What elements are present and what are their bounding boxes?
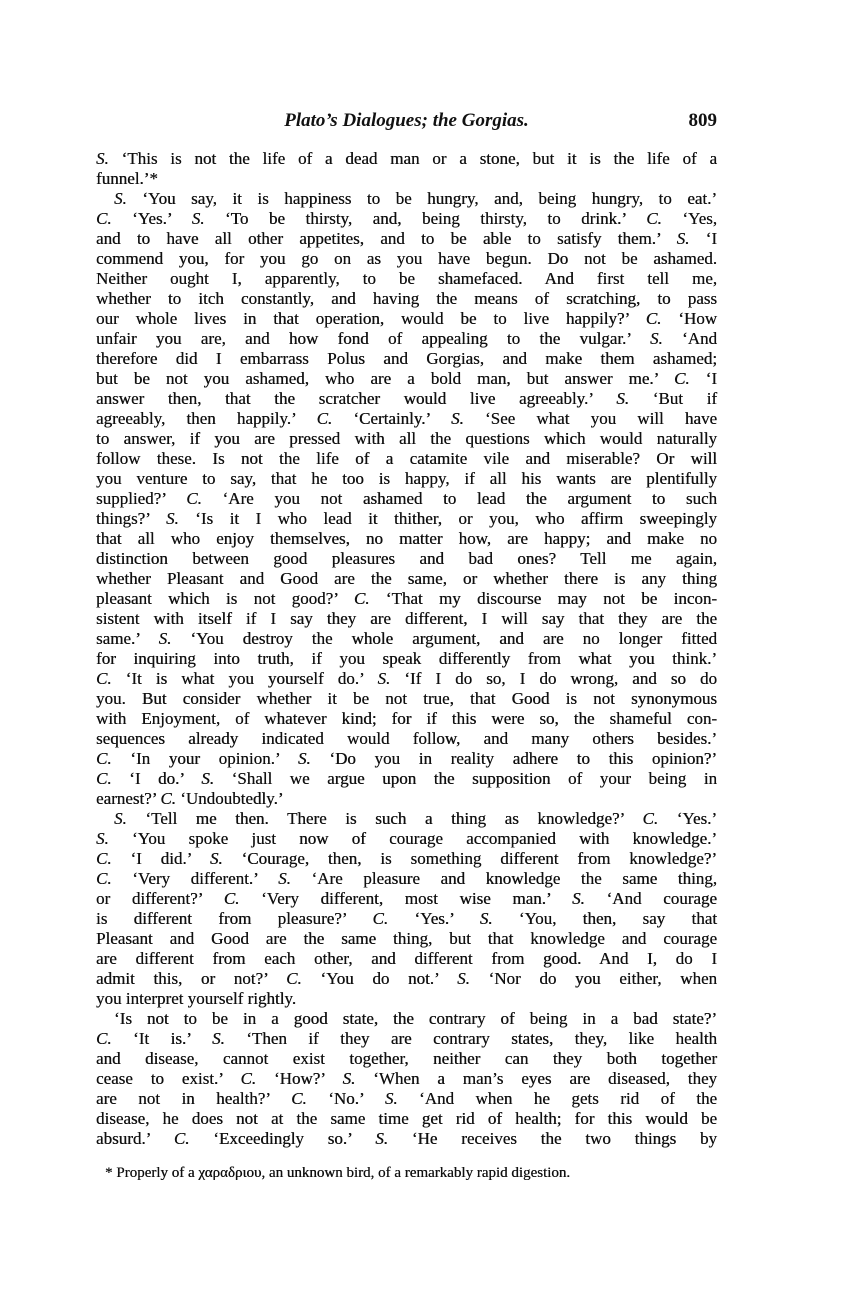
speaker-marker: C.	[96, 209, 112, 228]
speaker-marker: S.	[278, 869, 291, 888]
speaker-marker: S.	[191, 209, 205, 228]
dialogue-body	[96, 149, 717, 1149]
text-line: answer then, that the scratcher would live agreeably.’ S. ‘But if	[96, 389, 718, 408]
text-line: you venture to say, that he too is happy, if all his wants are plentifully	[96, 469, 717, 488]
text-line: S. ‘You spoke just now of courage accompanied with knowledge.’	[96, 829, 717, 848]
text-line: with Enjoyment, of whatever kind; for if this were so, the shameful con-	[96, 709, 717, 728]
speaker-marker: C.	[645, 309, 662, 328]
text-line: C. ‘Very different.’ S. ‘Are pleasure and knowledge the same thing,	[96, 869, 718, 888]
speaker-marker: S.	[479, 909, 493, 928]
text-line: whether Pleasant and Good are the same, or whether there is any thing	[96, 569, 717, 588]
speaker-marker: C.	[160, 789, 176, 808]
text-line: disease, he does not at the same time get rid of health; for this would be	[96, 1109, 717, 1128]
speaker-marker: S.	[457, 969, 470, 988]
footnote: * Properly of a χαραδριου, an unknown bird, of a remarkably rapid digestion.	[105, 1165, 571, 1181]
text-line: agreeably, then happily.’ C. ‘Certainly.’ S. ‘See what you will have	[96, 409, 717, 428]
text-line: Pleasant and Good are the same thing, but that knowledge and courage	[96, 929, 717, 948]
text-line: supplied?’ C. ‘Are you not ashamed to lead the argument to such	[96, 489, 717, 508]
text-line: ‘Is not to be in a good state, the contrary of being in a bad state?’	[114, 1009, 717, 1028]
speaker-marker: S.	[96, 829, 109, 848]
text-line: and to have all other appetites, and to be able to satisfy them.’ S. ‘I	[96, 229, 717, 248]
text-line: but be not you ashamed, who are a bold man, but answer me.’ C. ‘I	[96, 369, 717, 388]
speaker-marker: S.	[114, 189, 127, 208]
speaker-marker: C.	[291, 1089, 307, 1108]
text-line: S. ‘Tell me then. There is such a thing as knowledge?’ C. ‘Yes.’	[114, 809, 718, 828]
text-line: sistent with itself if I say they are different, I will say that they are the	[96, 609, 717, 628]
text-line: or different?’ C. ‘Very different, most wise man.’ S. ‘And courage	[96, 889, 717, 908]
text-line: and disease, cannot exist together, neither can they both together	[96, 1049, 717, 1068]
speaker-marker: S.	[209, 849, 223, 868]
speaker-marker: C.	[286, 969, 302, 988]
text-line: C. ‘Yes.’ S. ‘To be thirsty, and, being thirsty, to drink.’ C. ‘Yes,	[96, 209, 717, 228]
text-line: you. But consider whether it be not true, that Good is not synonymous	[96, 689, 717, 708]
text-line: unfair you are, and how fond of appealing to the vulgar.’ S. ‘And	[96, 329, 717, 348]
running-title: Plato’s Dialogues; the Gorgias.	[284, 110, 529, 131]
text-line: are different from each other, and different from good. And I, do I	[96, 949, 717, 968]
speaker-marker: S.	[377, 669, 391, 688]
speaker-marker: S.	[676, 229, 690, 248]
speaker-marker: C.	[316, 409, 333, 428]
speaker-marker: S.	[384, 1089, 398, 1108]
speaker-marker: C.	[240, 1069, 257, 1088]
text-line: C. ‘It is what you yourself do.’ S. ‘If I do so, I do wrong, and so do	[96, 669, 717, 688]
speaker-marker: C.	[642, 809, 659, 828]
speaker-marker: S.	[212, 1029, 225, 1048]
text-line: C. ‘It is.’ S. ‘Then if they are contrary states, they, like health	[96, 1029, 717, 1048]
text-line: to answer, if you are pressed with all the questions which would naturally	[96, 429, 717, 448]
speaker-marker: C.	[96, 749, 112, 768]
text-line: for inquiring into truth, if you speak differently from what you think.’	[96, 649, 717, 668]
speaker-marker: S.	[114, 809, 127, 828]
text-line: our whole lives in that operation, would be to live happily?’ C. ‘How	[96, 309, 717, 328]
text-line: cease to exist.’ C. ‘How?’ S. ‘When a man’s eyes are diseased, they	[96, 1069, 717, 1088]
speaker-marker: C.	[353, 589, 370, 608]
speaker-marker: S.	[572, 889, 585, 908]
text-line: therefore did I embarrass Polus and Gorgias, and make them ashamed;	[96, 349, 717, 368]
speaker-marker: C.	[223, 889, 240, 908]
text-line: follow these. Is not the life of a catamite vile and miserable? Or will	[96, 449, 717, 468]
text-line: pleasant which is not good?’ C. ‘That my discourse may not be incon-	[96, 589, 717, 608]
speaker-marker: C.	[173, 1129, 190, 1148]
speaker-marker: C.	[372, 909, 389, 928]
text-line: you interpret yourself rightly.	[96, 989, 297, 1008]
speaker-marker: S.	[342, 1069, 356, 1088]
speaker-marker: S.	[616, 389, 630, 408]
text-line: sequences already indicated would follow, and many others besides.’	[96, 729, 717, 748]
speaker-marker: S.	[649, 329, 663, 348]
running-header	[96, 110, 717, 136]
text-line: S. ‘You say, it is happiness to be hungry, and, being hungry, to eat.’	[114, 189, 717, 208]
speaker-marker: C.	[186, 489, 202, 508]
text-line: S. ‘This is not the life of a dead man or a stone, but it is the life of a	[96, 149, 717, 168]
speaker-marker: S.	[158, 629, 172, 648]
speaker-marker: C.	[646, 209, 662, 228]
speaker-marker: S.	[96, 149, 109, 168]
text-line: things?’ S. ‘Is it I who lead it thither, or you, who affirm sweepingly	[96, 509, 717, 528]
text-line: that all who enjoy themselves, no matter how, are happy; and make no	[96, 529, 717, 548]
text-line: are not in health?’ C. ‘No.’ S. ‘And when he gets rid of the	[96, 1089, 717, 1108]
speaker-marker: S.	[375, 1129, 389, 1148]
speaker-marker: S.	[297, 749, 311, 768]
speaker-marker: C.	[96, 849, 112, 868]
text-line: C. ‘In your opinion.’ S. ‘Do you in reality adhere to this opinion?’	[96, 749, 717, 768]
text-line: earnest?’ C. ‘Undoubtedly.’	[96, 789, 284, 808]
text-line: distinction between good pleasures and bad ones? Tell me again,	[96, 549, 717, 568]
speaker-marker: S.	[451, 409, 464, 428]
text-line: same.’ S. ‘You destroy the whole argument, and are no longer fitted	[96, 629, 717, 648]
text-line: is different from pleasure?’ C. ‘Yes.’ S. ‘You, then, say that	[96, 909, 717, 928]
speaker-marker: C.	[674, 369, 690, 388]
speaker-marker: S.	[165, 509, 179, 528]
speaker-marker: C.	[96, 769, 112, 788]
page-number: 809	[688, 110, 717, 131]
text-line: absurd.’ C. ‘Exceedingly so.’ S. ‘He receives the two things by	[96, 1129, 717, 1148]
speaker-marker: C.	[96, 869, 112, 888]
text-line: C. ‘I did.’ S. ‘Courage, then, is something different from knowledge?’	[96, 849, 717, 868]
text-line: Neither ought I, apparently, to be shamefaced. And first tell me,	[96, 269, 717, 288]
text-line: C. ‘I do.’ S. ‘Shall we argue upon the supposition of your being in	[96, 769, 717, 788]
text-line: commend you, for you go on as you have begun. Do not be ashamed.	[96, 249, 717, 268]
text-line: admit this, or not?’ C. ‘You do not.’ S. ‘Nor do you either, when	[96, 969, 717, 988]
speaker-marker: S.	[201, 769, 215, 788]
text-line: whether to itch constantly, and having the means of scratching, to pass	[96, 289, 717, 308]
speaker-marker: C.	[96, 1029, 112, 1048]
speaker-marker: C.	[96, 669, 112, 688]
text-line: funnel.’*	[96, 169, 158, 188]
